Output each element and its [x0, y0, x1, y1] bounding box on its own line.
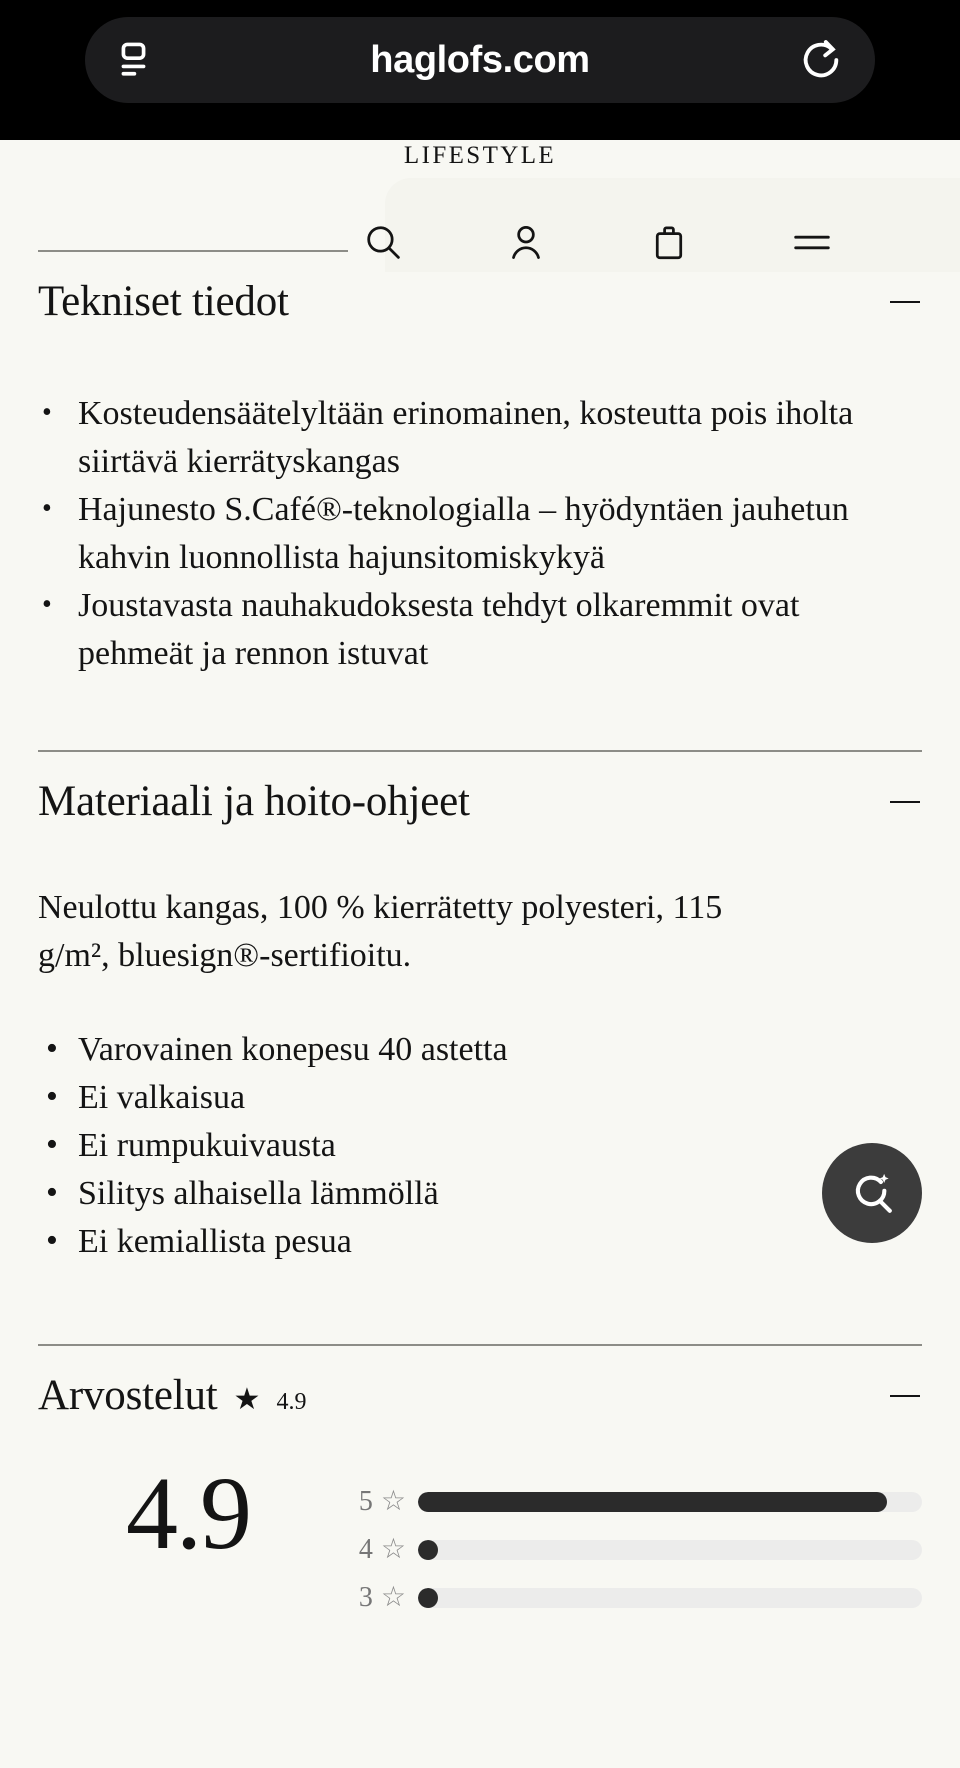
section-title-arvostelut: Arvostelut: [38, 1372, 218, 1419]
rating-bar-track: [418, 1492, 922, 1512]
accordion-materiaali-ja-hoito-ohjeet: [38, 774, 922, 1266]
rating-row-stars: 4: [358, 1534, 373, 1565]
reviews-title-group: [38, 1368, 306, 1424]
list-item: • Kosteudensäätelyltään erinomainen, kosteutta pois iholta siirtävä kierrätyskangas: [38, 390, 922, 486]
account-icon[interactable]: [498, 214, 554, 270]
star-outline-icon: ☆: [380, 1534, 406, 1565]
brand-tagline: LIFESTYLE: [403, 142, 557, 169]
rating-bar-fill: [418, 1588, 438, 1608]
reviews-average-score: 4.9: [126, 1456, 250, 1571]
list-item: • Joustavasta nauhakudoksesta tehdyt olkaremmit ovat pehmeät ja rennon istuvat: [38, 582, 922, 678]
section-title-tekniset-tiedot: Tekniset tiedot: [38, 278, 289, 325]
list-item: • Hajunesto S.Café®-teknologialla – hyödyntäen jauhetun kahvin luonnollista hajunsitomiskykyä: [38, 486, 922, 582]
lens-search-icon[interactable]: [822, 1143, 922, 1243]
rating-row-label: [338, 1534, 406, 1566]
rating-bar-track: [418, 1588, 922, 1608]
section-divider-material: [38, 750, 922, 752]
rating-distribution-row[interactable]: [338, 1478, 922, 1526]
header-icon-group: [355, 214, 840, 270]
rating-row-stars: 3: [358, 1582, 373, 1613]
product-page: [0, 140, 960, 1768]
url-text[interactable]: haglofs.com: [370, 38, 590, 81]
list-item: • Ei valkaisua: [38, 1074, 922, 1122]
list-item: • Varovainen konepesu 40 astetta: [38, 1026, 922, 1074]
tech-feature-list: [38, 390, 922, 678]
accordion-header-materiaali[interactable]: [38, 774, 922, 830]
accordion-header-tekniset-tiedot[interactable]: [38, 274, 922, 330]
bag-icon[interactable]: [641, 214, 697, 270]
rating-row-label: [338, 1582, 406, 1614]
rating-bar-track: [418, 1540, 922, 1560]
section-title-materiaali: Materiaali ja hoito-ohjeet: [38, 778, 470, 825]
star-filled-icon: ★: [233, 1383, 261, 1416]
url-bar[interactable]: [85, 17, 875, 103]
browser-chrome: [0, 0, 960, 140]
section-divider-reviews: [38, 1344, 922, 1346]
star-outline-icon: ☆: [380, 1486, 406, 1517]
reviews-summary: [38, 1424, 922, 1622]
rating-distribution-row[interactable]: [338, 1526, 922, 1574]
accordion-arvostelut: [38, 1368, 922, 1622]
list-item: • Ei rumpukuivausta: [38, 1122, 922, 1170]
rating-row-stars: 5: [358, 1486, 373, 1517]
material-description: Neulottu kangas, 100 % kierrätetty polyesteri, 115 g/m², bluesign®-sertifioitu.: [38, 889, 723, 974]
list-item: • Ei kemiallista pesua: [38, 1218, 922, 1266]
collapse-minus-icon[interactable]: [888, 785, 922, 819]
star-outline-icon: ☆: [380, 1582, 406, 1613]
rating-distribution-row[interactable]: [338, 1574, 922, 1622]
accordion-header-arvostelut[interactable]: [38, 1368, 922, 1424]
reviews-rating-inline: 4.9: [276, 1389, 307, 1415]
rating-bar-fill: [418, 1540, 438, 1560]
list-item: • Silitys alhaisella lämmöllä: [38, 1170, 922, 1218]
rating-bar-fill: [418, 1492, 887, 1512]
reader-view-icon[interactable]: [115, 36, 163, 84]
menu-icon[interactable]: [784, 214, 840, 270]
search-icon[interactable]: [355, 214, 411, 270]
accordion-tekniset-tiedot: [38, 274, 922, 678]
rating-distribution: [338, 1462, 922, 1622]
collapse-minus-icon[interactable]: [888, 285, 922, 319]
collapse-minus-icon[interactable]: [888, 1379, 922, 1413]
rating-row-label: [338, 1486, 406, 1518]
care-instruction-list: [38, 1026, 922, 1266]
section-divider-top: [38, 250, 348, 252]
reload-icon[interactable]: [797, 36, 845, 84]
